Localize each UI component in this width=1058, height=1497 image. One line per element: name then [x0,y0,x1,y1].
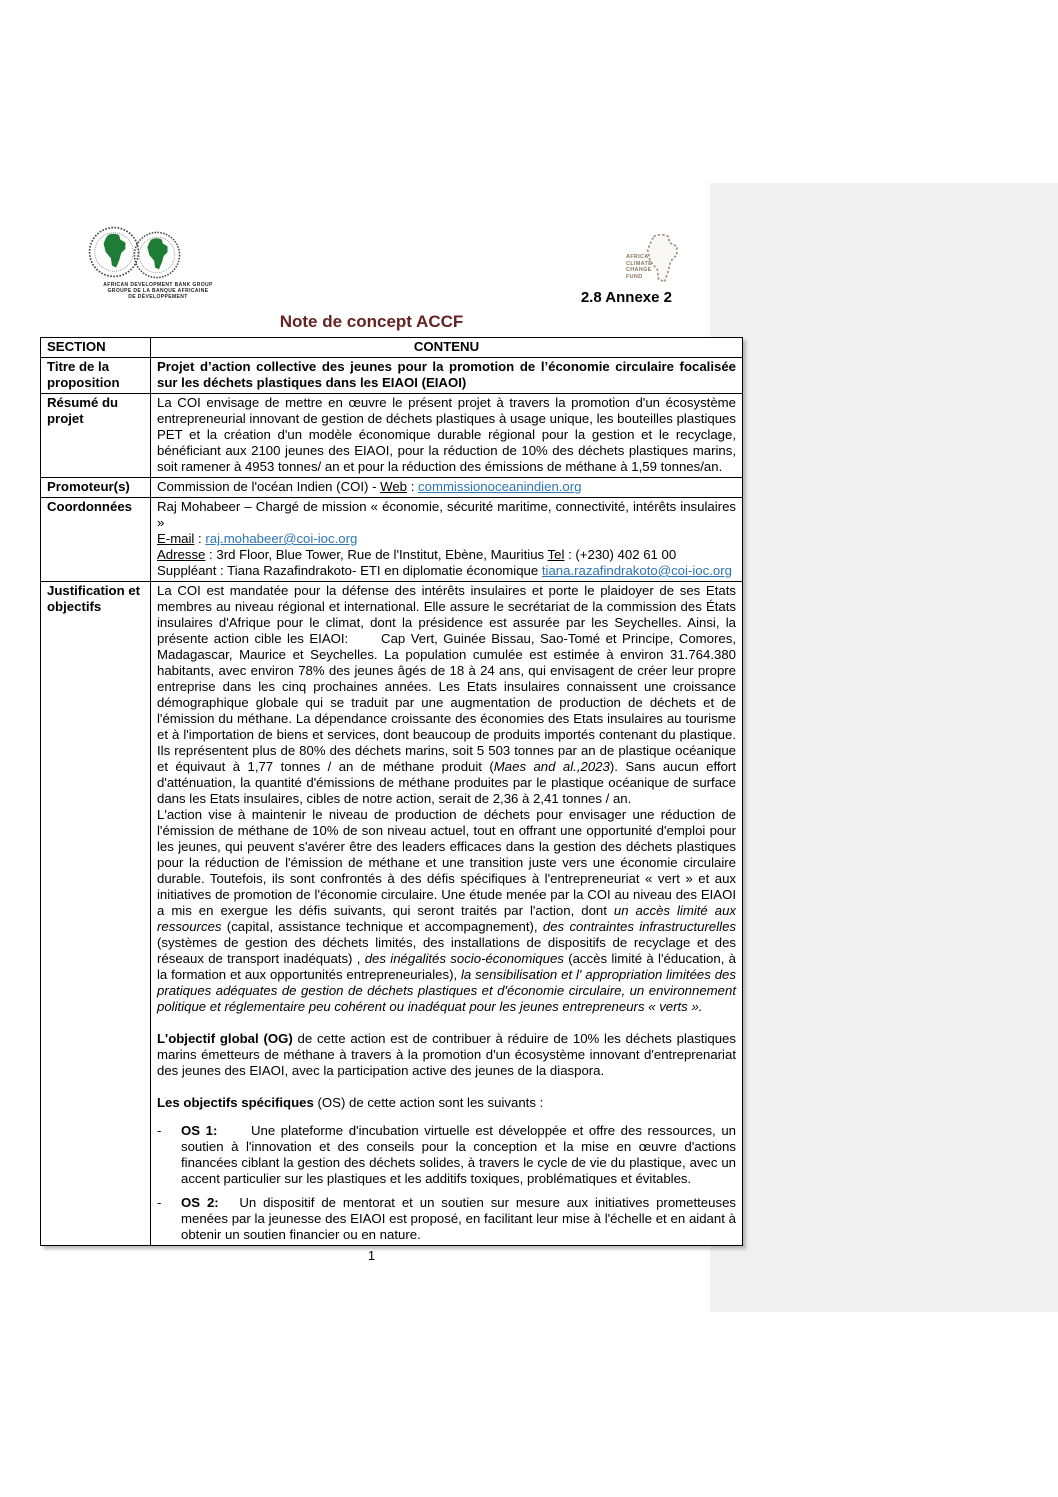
table-header-contenu: CONTENU [151,338,743,358]
afdb-caption [88,282,228,300]
text-run: ). Sans aucun effort d'atténuation, la quantité d'émissions de méthane produites par le plastique océanique de surface dans les Etats insulaires, cibles de notre action, serait de 2,36 à 2,41 tonnes / an. [157,759,736,806]
text-run: Suppléant : Tiana Razafindrakoto- ETI en diplomatie économique [157,563,542,578]
justification-paragraph-1 [157,583,736,807]
text-run: de cette action est de contribuer à réduire de 10% les déchets plastiques marins émetteurs de méthane à travers à la promotion d'un écosystème innovant d'entreprenariat des jeunes des EIAOI, avec la participation active des jeunes de la diaspora. [157,1031,736,1078]
accf-label [626,254,652,280]
text-run: (accès limité à l'éducation, à la formation et aux opportunités entrepreneuriales), [157,951,736,982]
text-run: Une plateforme d'incubation virtuelle est développée et offre des ressources, un soutien à l'innovation et des conseils pour la conception et la mise en œuvre d'actions financées ciblant la gestion des déchets solides, à travers le cycle de vie du plastique, avec un accent particulier sur les plastiques et les additifs toxiques, problématiques et évitables. [181,1123,736,1186]
text-run: Commission de l'océan Indien (COI) - [157,479,381,494]
bullet-dash: - [157,1123,162,1138]
accf-label-line: CLIMATE [626,260,653,267]
promoteur-text [157,479,736,495]
accf-label-line: AFRICA [626,254,649,260]
text-run: L'action vise à maintenir le niveau de production de déchets pour envisager une réduction de l'émission de méthane de 10% de son niveau actuel, tout en offrant une opportunité d'emploi pour les jeunes, qui peuvent s'avérer être des leaders efficaces dans la gestion des déchets plastiques pour la réduction de l'émission de méthane et une transition juste vers une économie circulaire durable. Toutefois, ils sont confrontés à des défis spécifiques à l'entrepreneuriat « vert » et aux initiatives de promotion de l'économie circulaire. Une étude menée par la COI au niveau des EIAOI a mis en exergue les défis suivants, qui seront traités par l'action, dont [157,807,736,918]
afdb-caption-line: DE DÉVELOPPEMENT [128,294,188,300]
text-run: : [194,531,206,546]
os1-text [181,1123,736,1187]
text-run: (capital, assistance technique et accompagnement), [221,919,543,934]
text-run: Adresse [157,547,206,562]
text-run: : 3rd Floor, Blue Tower, Rue de l'Institut, Ebène, Mauritius [205,547,548,562]
titre-text [157,359,736,391]
text-run: des contraintes infrastructurelles [542,919,736,934]
text-run: OS 2: [181,1195,219,1210]
text-run: Un dispositif de mentorat et un soutien sur mesure aux initiatives prometteuses menées par la jeunesse des EIAOI est proposé, en facilitant leur mise à l'échelle et en aidant à obtenir un soutien financier ou en nature. [181,1195,736,1242]
text-run: Tel [547,547,565,562]
row-content-titre [151,358,743,394]
os2-bullet [157,1195,736,1243]
text-run: (systèmes de gestion des déchets limités, des installations de dispositifs de recyclage et des réseaux de transport inadéquats) , [157,935,736,966]
objectif-global-paragraph [157,1031,736,1079]
table-row-resume [41,394,743,478]
resume-text [157,395,736,475]
row-label-justification: Justification et objectifs [41,582,151,1246]
annex-label: 2.8 Annexe 2 [580,289,672,306]
text-run: La COI est mandatée pour la défense des intérêts insulaires et porte le plaidoyer de ses Etats membres au niveau régional et international. Elle assure le secrétariat de la commission des États insulaires d'Afrique pour le climat, dont la présidence est assurée par les Seychelles. Ainsi, la présente action cible les EIAOI: Cap Vert, Guinée Bissau, Sao-Tomé et Principe, Comores, Madagascar, Maurice et Seychelles. La population cumulée est estimée à environ 31.764.380 habitants, avec environ 78% des jeunes âgés de 18 à 24 ans, qui envisagent de créer leur propre entreprise dans les cinq prochaines années. Les Etats insulaires connaissent une croissance démographique globale qui se traduit par une augmentation de production de déchets et de l'émission du méthane. La dépendance croissante des économies des Etats insulaires au tourisme et à l'importation de biens et services, dont beaucoup de produits importés contenant du plastique. Ils représentent plus de 80% des déchets marins, soit 5 503 tonnes par an de plastique océanique et équivaut à 1,77 tonnes / an de méthane produit ( [157,583,736,774]
text-run: un accès limité aux ressources [157,903,736,934]
contact-address [157,547,736,563]
afdb-caption-line: AFRICAN DEVELOPMENT BANK GROUP [103,282,213,288]
row-label-resume: Résumé du projet [41,394,151,478]
contact-person [157,499,736,531]
afdb-emblems [88,226,228,279]
hyperlink[interactable]: raj.mohabeer@coi-ioc.org [205,531,358,546]
afdb-caption-line: GROUPE DE LA BANQUE AFRICAINE [107,288,209,294]
row-content-promoteur [151,478,743,498]
text-run: L'objectif global (OG) [157,1031,293,1046]
hyperlink[interactable]: commissionoceanindien.org [418,479,582,494]
table-row-coordonnees [41,498,743,582]
bullet-dash: - [157,1195,162,1210]
table-header-section: SECTION [41,338,151,358]
text-run: La COI envisage de mettre en œuvre le présent projet à travers la promotion d'un écosystème entrepreneurial innovant de gestion de déchets plastiques à usage unique, les bouteilles plastiques PET et la création d'un modèle économique durable régional pour la gestion et le recyclage, bénéficiant aux 2100 jeunes des EIAOI, pour la réduction de 10% des déchets plastiques marins, soit ramener à 4953 tonnes/ an et pour la réduction des émissions de méthane à 1,59 tonnes/an. [157,395,736,474]
accf-logo [626,228,688,294]
justification-paragraph-2 [157,807,736,1015]
os1-bullet [157,1123,736,1187]
row-content-coordonnees [151,498,743,582]
concept-note-table [40,337,743,1246]
table-header-row [41,338,743,358]
page-title: Note de concept ACCF [279,312,464,331]
text-run: : [407,479,419,494]
row-label-promoteur: Promoteur(s) [41,478,151,498]
row-content-justification [151,582,743,1246]
text-run: Maes and al.,2023 [493,759,610,774]
page-number: 1 [367,1248,376,1263]
hyperlink[interactable]: tiana.razafindrakoto@coi-ioc.org [541,563,732,578]
text-run: E-mail [157,531,195,546]
text-run: Les objectifs spécifiques [157,1095,314,1110]
accf-label-line: FUND [626,273,643,280]
row-label-coordonnees: Coordonnées [41,498,151,582]
text-run: Projet d’action collective des jeunes pour la promotion de l’économie circulaire focalisée sur les déchets plastiques dans les EIAOI (EIAOI) [157,359,736,390]
text-run: la sensibilisation et l' appropriation limitées des pratiques adéquates de gestion de déchets plastiques et d'économie circulaire, un environnement politique et réglementaire peu cohérent ou inadéquat pour les jeunes entrepreneurs « verts ». [157,967,736,1014]
text-run: Web [380,479,408,494]
text-run: des inégalités socio-économiques [364,951,564,966]
afdb-logo [88,226,228,300]
text-run: OS 1: [181,1123,218,1138]
row-label-titre: Titre de la proposition [41,358,151,394]
os2-text [181,1195,736,1243]
table-row-justification [41,582,743,1246]
objectifs-specifiques-intro [157,1095,736,1111]
africa-map-emblem-icon [133,231,181,279]
contact-alternate [157,563,736,579]
row-content-resume [151,394,743,478]
contact-email [157,531,736,547]
accf-label-line: CHANGE [626,267,652,273]
background-panel [710,183,1058,1312]
table-row-promoteur [41,478,743,498]
text-run: : (+230) 402 61 00 [564,547,677,562]
text-run: Raj Mohabeer – Chargé de mission « économie, sécurité maritime, connectivité, intérêts insulaires » [157,499,736,530]
table-row-titre [41,358,743,394]
text-run: (OS) de cette action sont les suivants : [313,1095,544,1110]
